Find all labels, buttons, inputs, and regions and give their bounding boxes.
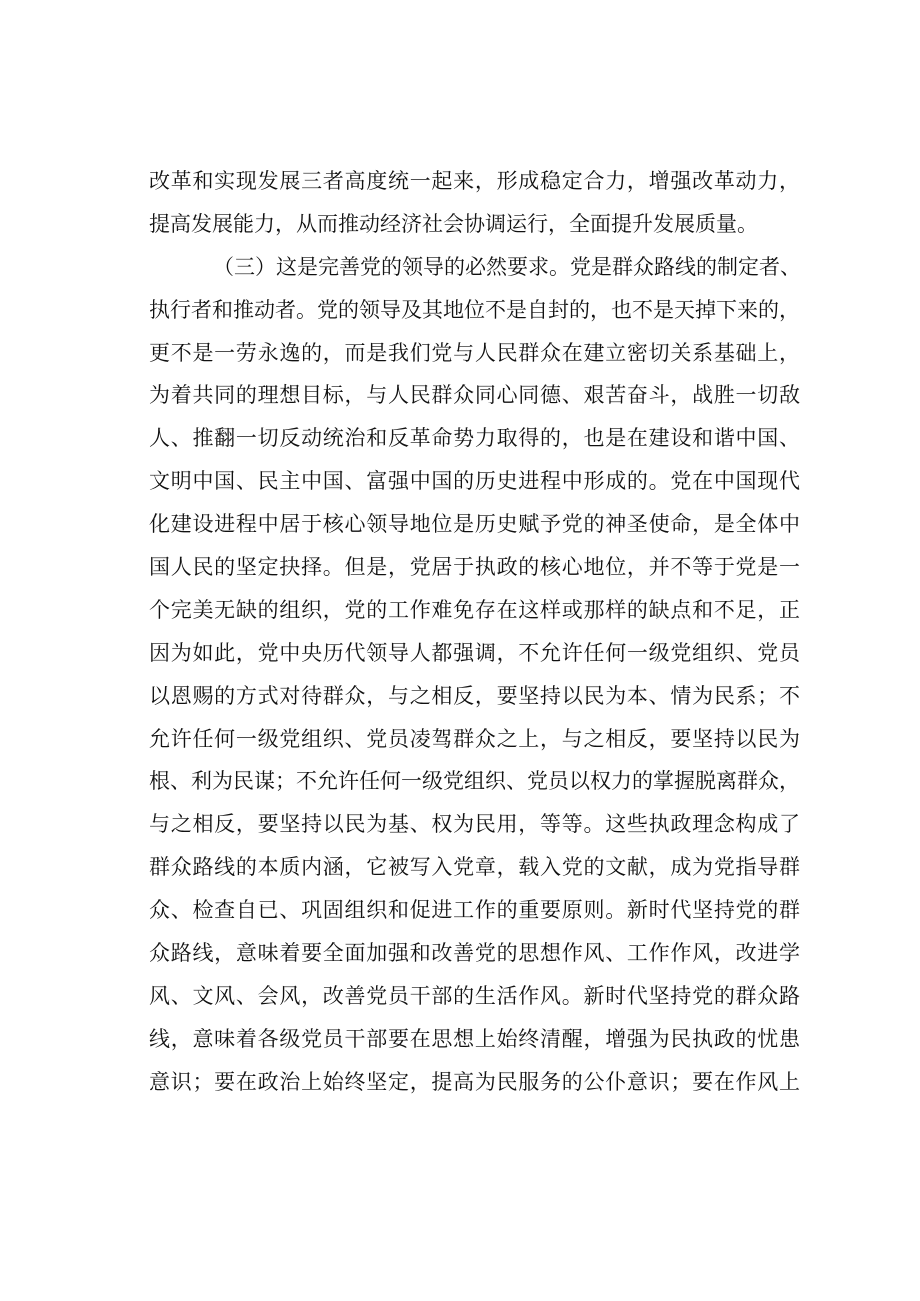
- text-line: 执行者和推动者。党的领导及其地位不是自封的，也不是天掉下来的，: [149, 297, 800, 322]
- text-line: 改革和实现发展三者高度统一起来，形成稳定合力，增强改革动力，: [149, 169, 800, 193]
- text-line: 提高发展能力，从而推动经济社会协调运行，全面提升发展质量。: [149, 211, 758, 236]
- text-line: 允许任何一级党组织、党员凌驾群众之上，与之相反，要坚持以民为: [149, 726, 800, 751]
- section-heading-line: （三）这是完善党的领导的必然要求。党是群众路线的制定者、: [213, 254, 801, 279]
- text-line: 众、检查自已、巩固组织和促进工作的重要原则。新时代坚持党的群: [149, 898, 800, 923]
- text-line: 国人民的坚定抉择。但是，党居于执政的核心地位，并不等于党是一: [149, 555, 800, 580]
- text-line: 更不是一劳永逸的，而是我们党与人民群众在建立密切关系基础上，: [149, 340, 800, 365]
- text-line: 意识；要在政治上始终坚定，提高为民服务的公仆意识；要在作风上: [149, 1069, 800, 1094]
- text-line: 众路线，意味着要全面加强和改善党的思想作风、工作作风，改进学: [149, 941, 800, 966]
- text-line: 线，意味着各级党员干部要在思想上始终清醒，增强为民执政的忧患: [149, 1026, 800, 1051]
- text-line: 根、利为民谋；不允许任何一级党组织、党员以权力的掌握脱离群众，: [149, 769, 800, 794]
- body-text: [149, 160, 800, 1104]
- text-line: 风、文风、会风，改善党员干部的生活作风。新时代坚持党的群众路: [149, 983, 800, 1008]
- text-line: 个完美无缺的组织，党的工作难免存在这样或那样的缺点和不足，正: [149, 597, 800, 622]
- text-line: 化建设进程中居于核心领导地位是历史赋予党的神圣使命，是全体中: [149, 512, 800, 537]
- text-line: 人、推翻一切反动统治和反革命势力取得的，也是在建设和谐中国、: [149, 426, 800, 451]
- text-line: 因为如此，党中央历代领导人都强调，不允许任何一级党组织、党员: [149, 640, 800, 665]
- text-line: 与之相反，要坚持以民为基、权为民用，等等。这些执政理念构成了: [149, 812, 800, 837]
- text-line: 群众路线的本质内涵，它被写入党章，载入党的文献，成为党指导群: [149, 855, 800, 880]
- text-line: 以恩赐的方式对待群众，与之相反，要坚持以民为本、情为民系；不: [149, 683, 800, 708]
- text-line: 为着共同的理想目标，与人民群众同心同德、艰苦奋斗，战胜一切敌: [149, 383, 800, 408]
- text-line: 文明中国、民主中国、富强中国的历史进程中形成的。党在中国现代: [149, 469, 800, 494]
